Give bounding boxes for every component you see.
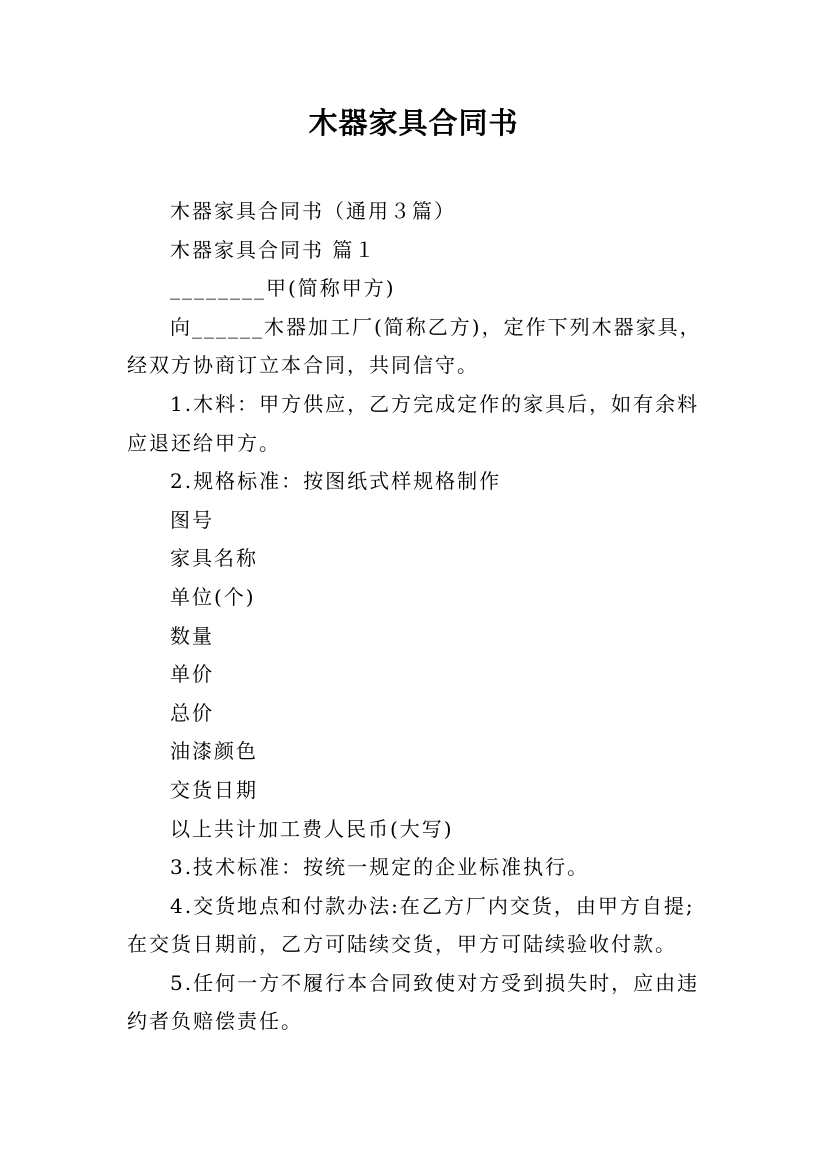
clause-3: 3.技术标准：按统一规定的企业标准执行。 bbox=[170, 855, 590, 880]
spec-item: 油漆颜色 bbox=[170, 739, 258, 764]
intro-paragraph-line-2: 经双方协商订立本合同，共同信守。 bbox=[127, 353, 479, 378]
subtitle-line: 木器家具合同书（通用３篇） bbox=[170, 199, 456, 223]
spec-item: 图号 bbox=[170, 507, 214, 532]
spec-item: 家具名称 bbox=[170, 546, 258, 571]
clause-4-line-2: 在交货日期前，乙方可陆续交货，甲方可陆续验收付款。 bbox=[127, 932, 677, 957]
total-fee-line: 以上共计加工费人民币(大写) bbox=[170, 816, 454, 841]
clause-4-line-1: 4.交货地点和付款办法:在乙方厂内交货，由甲方自提; bbox=[170, 893, 695, 918]
document-body bbox=[127, 192, 701, 1041]
spec-item: 交货日期 bbox=[170, 777, 258, 802]
spec-item: 单价 bbox=[170, 662, 214, 687]
section-heading: 木器家具合同书 篇１ bbox=[170, 237, 377, 262]
clause-5-line-1: 5.任何一方不履行本合同致使对方受到损失时，应由违 bbox=[170, 970, 700, 995]
clause-5-line-2: 约者负赔偿责任。 bbox=[127, 1009, 303, 1034]
spec-item: 总价 bbox=[170, 700, 214, 725]
spec-item: 数量 bbox=[170, 623, 214, 648]
spec-item: 单位(个) bbox=[170, 584, 256, 609]
clause-2-heading: 2.规格标准：按图纸式样规格制作 bbox=[170, 469, 502, 494]
clause-1-line-2: 应退还给甲方。 bbox=[127, 430, 281, 455]
clause-1-line-1: 1.木料：甲方供应，乙方完成定作的家具后，如有余料 bbox=[170, 391, 700, 416]
party-a-line: ________甲(简称甲方) bbox=[170, 276, 396, 301]
intro-paragraph-line-1: 向______木器加工厂(简称乙方)，定作下列木器家具， bbox=[170, 314, 702, 339]
document-title: 木器家具合同书 bbox=[308, 106, 519, 140]
